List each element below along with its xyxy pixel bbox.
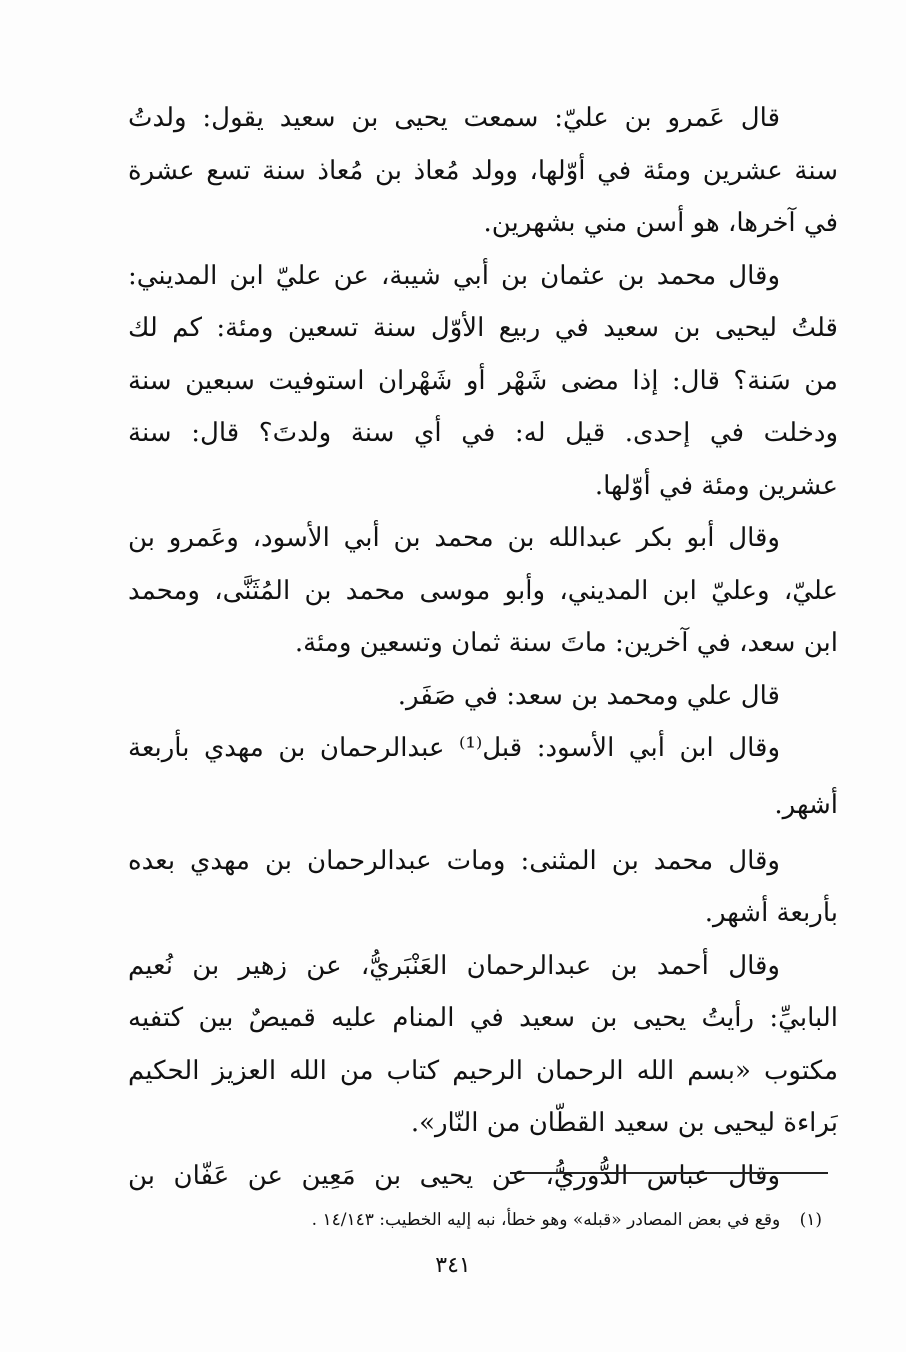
text-line: وقال ابن أبي الأسود: قبل⁽¹⁾ عبدالرحمان بن مهدي بأربعة — [128, 733, 780, 763]
text-line: ابن سعد، في آخرين: ماتَ سنة ثمان وتسعين ومئة. — [294, 628, 838, 658]
text-line: عليّ، وعليّ ابن المديني، وأبو موسى محمد بن المُثَنَّى، ومحمد — [128, 575, 838, 606]
text-line: بَراءة ليحيى بن سعيد القطّان من النّار». — [410, 1108, 838, 1138]
footnote-divider — [510, 1172, 828, 1174]
text-line: وقال عباس الدُّوريُّ، عن يحيى بن مَعِين عن عَفّان بن — [128, 1160, 780, 1191]
text-line: مكتوب «بسم الله الرحمان الرحيم كتاب من الله العزيز الحكيم — [128, 1055, 838, 1086]
text-line: قلتُ ليحيى بن سعيد في ربيع الأوّل سنة تسعين ومئة: كم لك — [128, 313, 838, 343]
text-line: أشهر. — [774, 789, 838, 820]
text-line: وقال أحمد بن عبدالرحمان العَنْبَريُّ، عن زهير بن نُعيم — [128, 950, 780, 981]
text-line: سنة عشرين ومئة في أوّلها، وولد مُعاذ بن مُعاذ سنة تسع عشرة — [128, 155, 838, 186]
text-line: وقال محمد بن المثنى: ومات عبدالرحمان بن مهدي بعده — [128, 845, 780, 876]
main-text — [128, 92, 838, 1202]
text-line: في آخرها، هو أسن مني بشهرين. — [483, 208, 838, 238]
page-number: ٣٤١ — [435, 1253, 471, 1278]
text-line: قال عَمرو بن عليّ: سمعت يحيى بن سعيد يقول: ولدتُ — [128, 103, 780, 133]
text-line: قال علي ومحمد بن سعد: في صَفَر. — [397, 680, 780, 711]
footnote — [122, 1208, 822, 1232]
text-line: من سَنة؟ قال: إذا مضى شَهْر أو شَهْران استوفيت سبعين سنة — [128, 365, 838, 396]
text-line: بأربعة أشهر. — [704, 898, 838, 928]
text-line: عشرين ومئة في أوّلها. — [594, 470, 838, 501]
text-line: البابيِّ: رأيتُ يحيى بن سعيد في المنام عليه قميصٌ بين كتفيه — [128, 1003, 838, 1033]
text-line: وقال أبو بكر عبدالله بن محمد بن أبي الأسود، وعَمرو بن — [128, 523, 780, 553]
text-line: ودخلت في إحدى. قيل له: في أي سنة ولدتَ؟ قال: سنة — [128, 418, 838, 448]
footnote-marker: (١) — [799, 1210, 822, 1230]
text-line: وقال محمد بن عثمان بن أبي شيبة، عن عليّ ابن المديني: — [128, 260, 780, 291]
footnote-text: وقع في بعض المصادر «قبله» وهو خطأ، نبه إليه الخطيب: ١٤/١٤٣ . — [311, 1210, 781, 1230]
